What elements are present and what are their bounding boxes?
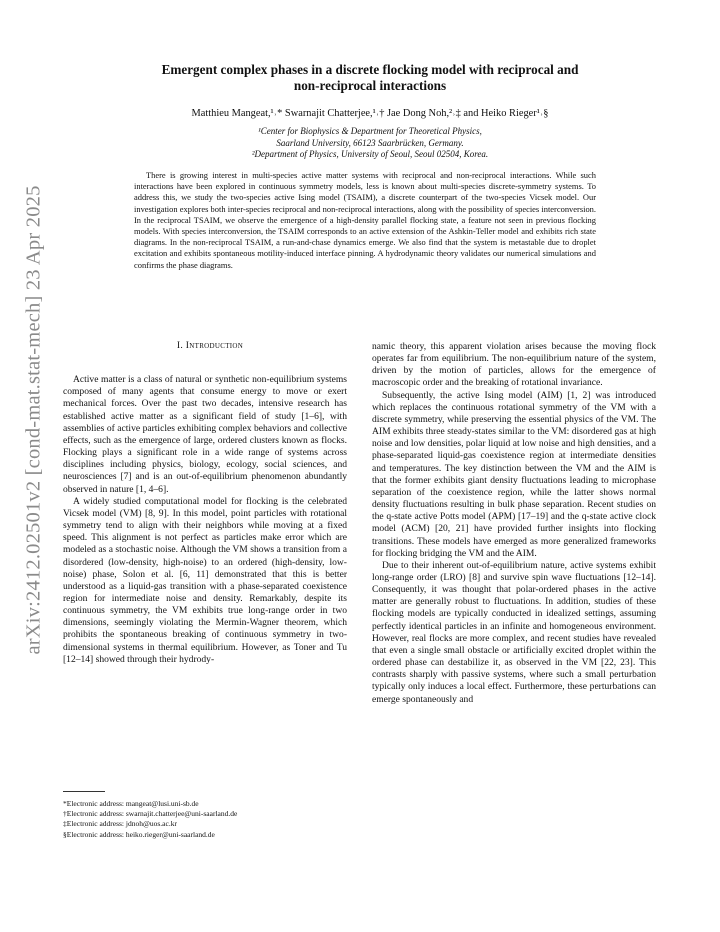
affiliation-1-line-2: Saarland University, 66123 Saarbrücken, Germany. [276, 138, 464, 148]
paragraph: namic theory, this apparent violation arises because the moving flock operates far from equilibrium. The non-equilibrium nature of the system, driven by the motion of particles, allows for the emergence of macroscopic order and the breaking of rotational invariance. [372, 341, 656, 389]
section-heading [63, 340, 347, 352]
title-line-2: non-reciprocal interactions [293, 78, 447, 93]
paragraph: A widely studied computational model for flocking is the celebrated Vicsek model (VM) [8, 9]. In this model, point particles with rotational symmetry tend to align with their neighbors while moving at a fixed speed. This alignment is not perfect as particles make error which are modeled as a stochastic noise. Although the VM shows a transition from a disordered (low-density, high-noise) to an ordered (high-density, low-noise) phase, Solon et al. [6, 11] demonstrated that this is better understood as a liquid-gas transition with a phase-separated coexistence region for intermediate noise and density. Remarkably, despite its continuous symmetry, the VM exhibits true long-range order in two dimensions, seemingly violating the Mermin-Wagner theorem, which prohibits the spontaneous breaking of continuous symmetry in two-dimensional systems in thermal equilibrium. However, as Toner and Tu [12–14] showed through their hydrody- [63, 495, 347, 665]
author-list: Matthieu Mangeat,¹˒* Swarnajit Chatterjee,¹˒† Jae Dong Noh,²˒‡ and Heiko Rieger¹˒§ [191, 108, 549, 119]
footnotes [63, 799, 353, 840]
affiliation-2: ²Department of Physics, University of Seoul, Seoul 02504, Korea. [251, 149, 489, 159]
left-column [63, 340, 347, 666]
affiliation-1 [90, 125, 650, 149]
paragraph: Subsequently, the active Ising model (AIM) [1, 2] was introduced which replaces the continuous rotational symmetry of the VM with a discrete symmetry, while preserving the essential physics of the VM. The AIM exhibits three steady-states similar to the VM: disordered gas at high noise and low densities, polar liquid at low noise and high densities, and a phase-separated liquid-gas coexistence region at intermediate densities and temperatures. The key distinction between the VM and the AIM is that the former exhibits giant density fluctuations leading to microphase separation of the coexistence region, while the latter shows normal density fluctuations resulting in bulk phase separation. Recent studies on the q-state active Potts model (APM) [17–19] and the q-state active clock model (ACM) [20, 21] have provided further insights into flocking transitions. These models have emerged as more generalized frameworks for flocking bridging the VM and the AIM. [372, 389, 656, 559]
paragraph: Active matter is a class of natural or synthetic non-equilibrium systems composed of many agents that consume energy to move or exert mechanical forces. Over the past two decades, intensive research has established active matter as a significant field of study [1–6], with assemblies of active particles exhibiting complex behaviors and collective effects, such as the emergence of large, ordered clusters known as flocks. Flocking plays a significant role in a wide range of systems across disciplines including physics, biology, ecology, social sciences, and neurosciences [7] and is an out-of-equilibrium phenomenon abundantly observed in nature [1, 4–6]. [63, 374, 347, 495]
abstract: There is growing interest in multi-species active matter systems with reciprocal and non-reciprocal interactions. While such interactions have been explored in continuous symmetry models, less is known about multi-species discrete-symmetry systems. To address this, we study the two-species active Ising model (TSAIM), a discrete counterpart of the two-species Vicsek model. Our investigation explores both inter-species reciprocal and non-reciprocal interactions, along with the possibility of species interconversion. In the reciprocal TSAIM, we observe the emergence of a high-density parallel flocking state, a feature not seen in previous flocking models. With species interconversion, the TSAIM corresponds to an active extension of the Ashkin-Teller model and exhibits rich state diagrams. In the non-reciprocal TSAIM, a run-and-chase dynamics emerge. We also find that the system is metastable due to droplet excitation and exhibits spontaneous motility-induced interface pinning. A hydrodynamic theory validates our numerical simulations and confirms the phase diagrams. [134, 170, 596, 270]
footnote: ‡Electronic address: jdnoh@uos.ac.kr [63, 819, 177, 829]
arxiv-identifier-stamp: arXiv:2412.02501v2 [cond-mat.stat-mech] 23 Apr 2025 [22, 185, 45, 655]
section-name: Introduction [185, 340, 244, 351]
footnote: *Electronic address: mangeat@lusi.uni-sb.de [63, 799, 199, 808]
right-column [372, 341, 656, 706]
section-number: I. [176, 340, 184, 351]
affiliation-1-line-1: ¹Center for Biophysics & Department for Theoretical Physics, [258, 126, 482, 136]
footnote: §Electronic address: heiko.rieger@uni-saarland.de [63, 829, 215, 839]
paper-title [90, 62, 650, 94]
footnote-rule [63, 791, 105, 792]
footnote: †Electronic address: swarnajit.chatterjee@uni-saarland.de [63, 809, 238, 819]
title-line-1: Emergent complex phases in a discrete flocking model with reciprocal and [161, 62, 579, 77]
paragraph: Due to their inherent out-of-equilibrium nature, active systems exhibit long-range order (LRO) [8] and survive spin wave fluctuations [12–14]. Consequently, it was thought that polar-ordered phases in the active matter are generally robust to fluctuations. In addition, studies of these flocking models are typically conducted in idealized settings, assuming perfectly identical particles in an infinite and homogeneous environment. However, real flocks are more complex, and recent studies have revealed that even a single small obstacle or artificially excited droplet within the ordered phase can destabilize it, as observed in the VM [22, 23]. This contrasts sharply with passive systems, where such a small perturbation typically only induces a local effect. Furthermore, these perturbations can emerge spontaneously and [372, 559, 656, 705]
